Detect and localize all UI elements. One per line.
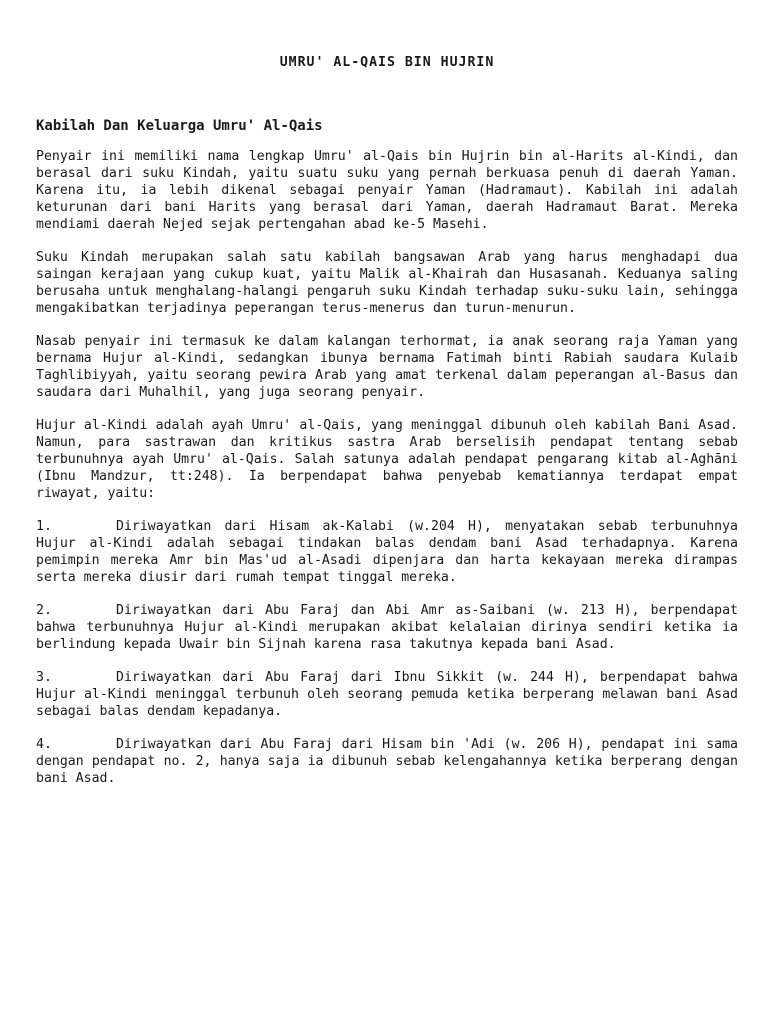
list-item-1 bbox=[36, 518, 738, 586]
list-number: 1. bbox=[36, 519, 52, 534]
section-heading: Kabilah Dan Keluarga Umru' Al-Qais bbox=[36, 118, 323, 134]
document-page bbox=[36, 0, 738, 787]
paragraph-1: Penyair ini memiliki nama lengkap Umru' al-Qais bin Hujrin bin al-Harits al-Kindi, dan berasal dari suku Kindah, yaitu suatu suku yang pernah berkuasa penuh di daerah Yaman. Karena itu, ia lebih dikenal sebagai penyair Yaman (Hadramaut). Kabilah ini adalah keturunan dari bani Harits yang berasal dari Yaman, daerah Hadramaut Barat. Mereka mendiami daerah Nejed sejak pertengahan abad ke-5 Masehi. bbox=[36, 149, 738, 232]
list-text: Diriwayatkan dari Abu Faraj dari Hisam bin 'Adi (w. 206 H), pendapat ini sama dengan pendapat no. 2, hanya saja ia dibunuh sebab kelengahannya ketika berperang dengan bani Asad. bbox=[36, 737, 738, 786]
list-number: 3. bbox=[36, 670, 52, 685]
list-item-4 bbox=[36, 736, 738, 787]
paragraph-3: Nasab penyair ini termasuk ke dalam kalangan terhormat, ia anak seorang raja Yaman yang bernama Hujur al-Kindi, sedangkan ibunya bernama Fatimah binti Rabiah saudara Kulaib Taghlibiyyah, yaitu seorang pewira Arab yang amat terkenal dalam peperangan al-Basus dan saudara dari Muhalhil, yang juga seorang penyair. bbox=[36, 334, 738, 400]
list-text: Diriwayatkan dari Abu Faraj dari Ibnu Sikkit (w. 244 H), berpendapat bahwa Hujur al-Kindi meninggal terbunuh oleh seorang pemuda ketika berperang melawan bani Asad sebagai balas dendam kepadanya. bbox=[36, 670, 738, 719]
list-item-3 bbox=[36, 669, 738, 720]
list-text: Diriwayatkan dari Abu Faraj dan Abi Amr as-Saibani (w. 213 H), berpendapat bahwa terbunuhnya Hujur al-Kindi merupakan akibat kelalaian dirinya sendiri ketika ia berlindung kepada Uwair bin Sijnah karena rasa takutnya kepada bani Asad. bbox=[36, 603, 738, 652]
paragraph-2: Suku Kindah merupakan salah satu kabilah bangsawan Arab yang harus menghadapi dua saingan kerajaan yang cukup kuat, yaitu Malik al-Khairah dan Husasanah. Keduanya saling berusaha untuk menghalang-halangi pengaruh suku Kindah terhadap suku-suku lain, sehingga mengakibatkan terjadinya peperangan terus-menerus dan turun-menurun. bbox=[36, 250, 738, 316]
document-title: UMRU' AL-QAIS BIN HUJRIN bbox=[279, 55, 495, 70]
paragraph-4: Hujur al-Kindi adalah ayah Umru' al-Qais, yang meninggal dibunuh oleh kabilah Bani Asad. Namun, para sastrawan dan kritikus sastra Arab berselisih pendapat tentang sebab terbunuhnya ayah Umru' al-Qais. Salah satunya adalah pendapat pengarang kitab al-Aghāni (Ibnu Mandzur, tt:248). Ia berpendapat bahwa penyebab kematiannya terdapat empat riwayat, yaitu: bbox=[36, 418, 738, 501]
list-number: 4. bbox=[36, 737, 52, 752]
list-number: 2. bbox=[36, 603, 52, 618]
list-text: Diriwayatkan dari Hisam ak-Kalabi (w.204 H), menyatakan sebab terbunuhnya Hujur al-Kindi adalah sebagai tindakan balas dendam bani Asad terhadapnya. Karena pemimpin mereka Amr bin Mas'ud al-Asadi dipenjara dan harta kekayaan mereka dirampas serta mereka diusir dari rumah tempat tinggal mereka. bbox=[36, 519, 738, 585]
list-item-2 bbox=[36, 602, 738, 653]
